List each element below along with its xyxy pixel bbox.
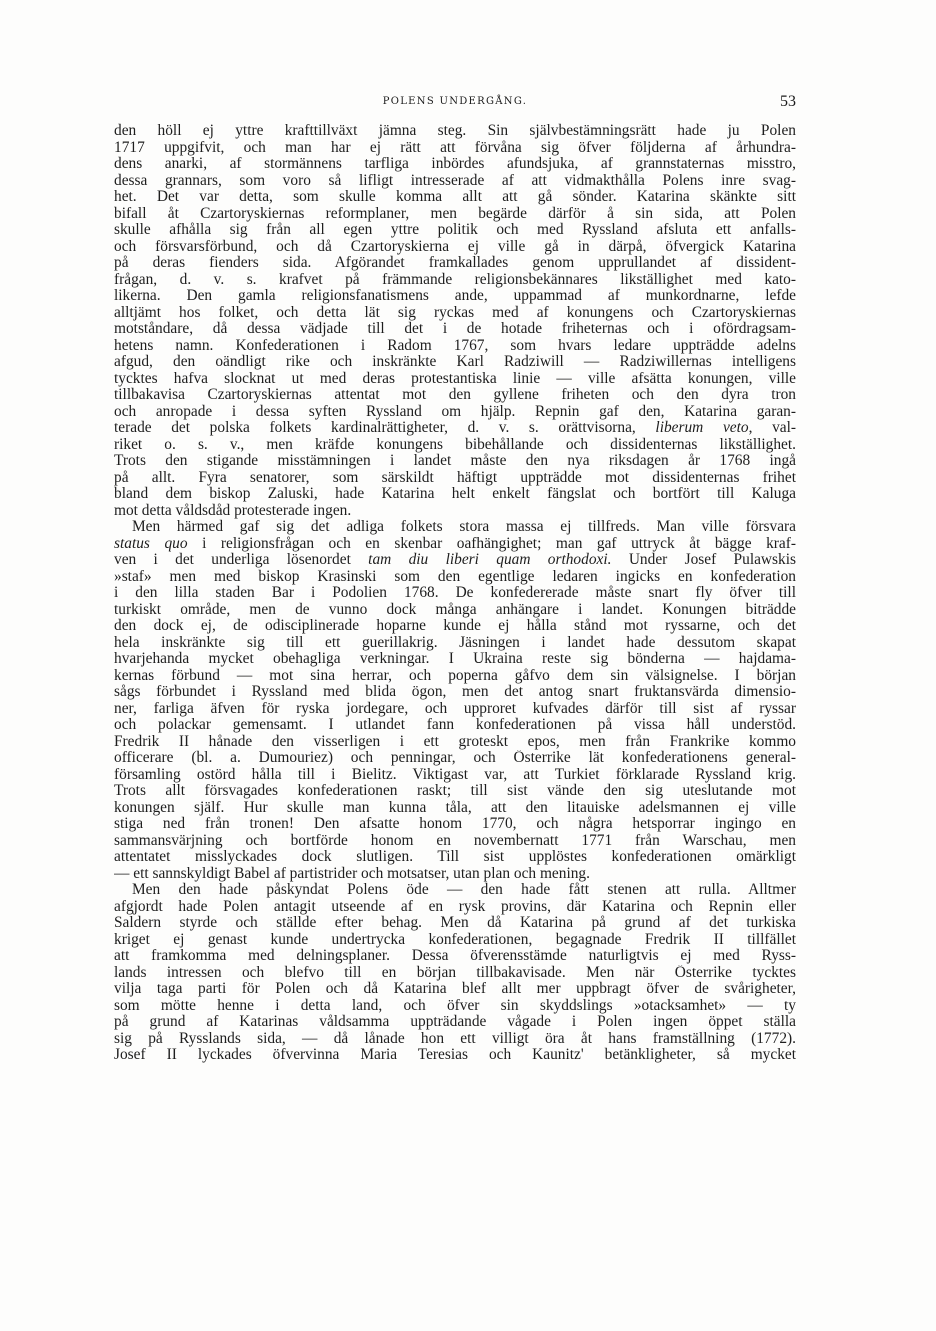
line-text: den dock ej, de odisciplinerade hoparne kunde ej hålla stånd mot ryssarne, och det xyxy=(114,618,796,634)
line-text: konungen själf. Hur skulle man kunna tåla, att den litauiske adelsmannen ej ville xyxy=(114,799,796,816)
line-text: likerna. Den gamla religionsfanatismens ande, uppammad af munkordnarne, lefde xyxy=(114,288,796,304)
line-text: Trots den stigande misstämningen i landet måste den nya riksdagen år 1768 ingå xyxy=(114,453,796,469)
text-line xyxy=(114,998,796,1015)
line-text: terade det polska folkets kardinalrättigheter, d. v. s. orättvisorna, xyxy=(114,420,656,436)
line-text: Saldern styrde och ställde efter behag. Men då Katarina på grund af det turkiska xyxy=(114,915,796,931)
text-line xyxy=(114,882,796,899)
line-text: ven i det underliga lösenordet xyxy=(114,552,369,568)
text-line xyxy=(114,404,796,421)
line-text: på allt. Fyra senatorer, som särskildt häftigt uppträdde mot dissidenternas frihet xyxy=(114,469,796,486)
line-text: den höll ej yttre krafttillväxt jämna steg. Sin självbestämningsrätt hade ju Polen xyxy=(114,123,796,139)
line-text: afgjordt hade Polen antagit utseende af en rysk provins, där Katarina och Repnin eller xyxy=(114,898,796,915)
running-title: POLENS UNDERGÅNG. xyxy=(382,96,528,107)
text-line xyxy=(114,453,796,470)
text-line xyxy=(114,255,796,272)
text-line xyxy=(114,1047,796,1064)
text-line xyxy=(114,701,796,718)
line-text: frågan, d. v. s. krafvet på främmande religionsbekännares likställighet med kato- xyxy=(114,271,796,288)
line-text: riket o. s. v., men kräfde konungens bibehållande och dissidenternas likställighet. xyxy=(114,436,796,453)
line-text: och anropade i dessa syften Ryssland om hjälp. Repnin gaf den, Katarina garan- xyxy=(114,403,796,420)
line-text: vilja taga parti för Polen och då Katarina blef allt mer uppbragt öfver de svårigheter, xyxy=(114,981,796,997)
text-line xyxy=(114,750,796,767)
text-line xyxy=(114,239,796,256)
text-line xyxy=(114,981,796,998)
line-text: Trots allt försvagades konfederationen raskt; till sist vände den sig uteslutande mot xyxy=(114,783,796,799)
text-line xyxy=(114,536,796,553)
text-line xyxy=(114,668,796,685)
italic-phrase: liberum veto xyxy=(655,420,749,436)
text-line xyxy=(114,816,796,833)
line-text: ner, farliga äfven för ryska jordegare, och upproret kufvades därför till sist af ryssar xyxy=(114,700,796,717)
text-line xyxy=(114,387,796,404)
text-line xyxy=(114,1031,796,1048)
text-line xyxy=(114,651,796,668)
text-line xyxy=(114,189,796,206)
line-text: tycktes hafva slocknat ut med deras protestantiska linie — ville afsätta konungen, ville xyxy=(114,370,796,387)
line-text: het. Det var detta, som skulle komma allt att gå sönder. Katarina skänkte sitt xyxy=(114,189,796,205)
text-line xyxy=(114,569,796,586)
line-text: i den lilla staden Bar i Podolien 1768. De konfedererade måste snart fly öfver till xyxy=(114,585,796,601)
page-number: 53 xyxy=(780,93,796,110)
line-text: alltjämt hos folket, och detta lät sig ryckas med af konungens och Czartoryskiernas xyxy=(114,304,796,321)
text-line xyxy=(114,1014,796,1031)
text-line xyxy=(114,717,796,734)
line-text: Men den hade påskyndat Polens öde — den hade fått stenen att rulla. Alltmer xyxy=(132,882,796,898)
line-text: mot detta våldsdåd protesterade ingen. xyxy=(114,502,352,519)
line-text: att framkomma med delningsplaner. Dessa öfverensstämde naturligtvis ej med Ryss- xyxy=(114,948,796,964)
text-line xyxy=(114,767,796,784)
line-text: dessa grannars, som voro så lifligt intresserade af att vidmakthålla Polens inre svag- xyxy=(114,172,796,189)
line-text: kriget ej genast kunde undertrycka konfederationen, begagnade Fredrik II tillfället xyxy=(114,931,796,948)
text-line xyxy=(114,602,796,619)
line-text: skulle afhålla sig från all egen yttre politik och med Ryssland afsluta ett anfalls- xyxy=(114,222,796,238)
text-line xyxy=(114,635,796,652)
line-text: kernas förbund — mot sina herrar, och poperna gåfvo dem sin välsignelse. I början xyxy=(114,667,796,684)
text-line xyxy=(114,173,796,190)
text-line xyxy=(114,899,796,916)
line-text: sig på Rysslands sida, — då lånade hon ett villigt öra åt hans framställning (1772). xyxy=(114,1030,796,1047)
line-text: bifall åt Czartoryskiernas reformplaner, men begärde därför å sin sida, att Polen xyxy=(114,205,796,222)
line-text: attentatet misslyckades dock slutligen. Till sist upplöstes konfederationen omärkligt xyxy=(114,849,796,865)
text-line xyxy=(114,552,796,569)
body-text xyxy=(114,123,796,1064)
line-text: turkiskt område, men de vunno dock många anhängare i landet. Konungen biträdde xyxy=(114,601,796,618)
line-text: och polackar gemensamt. I utlandet fann konfederationen på vissa håll understöd. xyxy=(114,717,796,733)
text-line xyxy=(114,288,796,305)
text-line xyxy=(114,965,796,982)
italic-phrase: status quo xyxy=(114,535,188,552)
line-text: och försvarsförbund, och då Czartoryskierna ej ville gå in därpå, öfvergick Katarina xyxy=(114,238,796,255)
text-line xyxy=(114,618,796,635)
text-line xyxy=(114,206,796,223)
text-line xyxy=(114,354,796,371)
line-text: sågs förbundet i Ryssland med blida ögon, men det antog snart fruktansvärda dimensio- xyxy=(114,684,796,700)
text-line xyxy=(114,519,796,536)
text-line xyxy=(114,585,796,602)
line-text: hetens namn. Konfederationen i Radom 1767, som hvars ledare uppträdde adelns xyxy=(114,337,796,354)
text-line xyxy=(114,470,796,487)
line-text: sammansvärjning och bortförde honom en novembernatt 1771 från Warschau, men xyxy=(114,832,796,849)
line-text: »staf» men med biskop Krasinski som den egentlige ledaren ingicks en konfederation xyxy=(114,568,796,585)
line-text: som mötte henne i detta land, och öfver sin skyddslings »otacksamhet» — ty xyxy=(114,997,796,1014)
line-text: hela inskränkte sig till ett guerillakrig. Jäsningen i landet hade dessutom skapat xyxy=(114,634,796,651)
line-text: 1717 uppgifvit, och man har ej rätt att förvåna sig öfver följderna af århundra- xyxy=(114,139,796,156)
text-line xyxy=(114,140,796,157)
line-text: officerare (bl. a. Dumouriez) och penningar, och Österrike lät konfederationens general- xyxy=(114,750,796,766)
text-line xyxy=(114,503,796,520)
line-text: i religionsfrågan och en skenbar oafhängighet; man gaf uttryck åt bägge kraf- xyxy=(187,535,796,552)
line-text: lands intressen och blefvo till en början tillbakavisade. Men när Österrike tycktes xyxy=(114,964,796,981)
text-line xyxy=(114,338,796,355)
line-text: — ett sannskyldigt Babel af partistrider och motsatser, utan plan och mening. xyxy=(114,865,590,882)
line-text: på deras fienders sida. Afgörandet framkallades genom upprullandet af dissident- xyxy=(114,255,796,271)
line-text: hvarjehanda mycket obehagliga verkningar. I Ukraina reste sig bönderna — hajdama- xyxy=(114,651,796,667)
line-text: Josef II lyckades öfvervinna Maria Teresias och Kaunitz' betänkligheter, så mycket xyxy=(114,1047,796,1063)
text-line xyxy=(114,684,796,701)
line-text: Under Josef Pulawskis xyxy=(611,552,796,568)
text-line xyxy=(114,123,796,140)
text-line xyxy=(114,783,796,800)
line-text: tillbakavisa Czartoryskiernas attentat mot den gyllene friheten och den dyra tron xyxy=(114,387,796,403)
text-line xyxy=(114,866,796,883)
text-line xyxy=(114,437,796,454)
text-line xyxy=(114,800,796,817)
text-line xyxy=(114,420,796,437)
line-text: afgud, den oändligt rike och inskränkte Karl Radziwill — Radziwillernas intelligens xyxy=(114,354,796,370)
italic-phrase: tam diu liberi quam orthodoxi. xyxy=(368,552,612,568)
text-line xyxy=(114,305,796,322)
line-text: Fredrik II hånade den visserligen i ett groteskt epos, men från Frankrike kommo xyxy=(114,733,796,750)
text-line xyxy=(114,849,796,866)
text-line xyxy=(114,371,796,388)
line-text: församling ostörd hålla till i Bielitz. Viktigast var, att Turkiet förklarade Ryssland krig. xyxy=(114,766,796,783)
text-line xyxy=(114,486,796,503)
text-line xyxy=(114,734,796,751)
line-text: Men härmed gaf sig det adliga folkets stora massa ej tillfreds. Man ville försvara xyxy=(132,519,796,535)
line-text: bland dem biskop Zaluski, hade Katarina helt enkelt fängslat och bortfört till Kaluga xyxy=(114,486,796,502)
line-text: stiga ned från tronen! Den afsatte honom 1770, och några hetsporrar ingingo en xyxy=(114,816,796,832)
line-text: , val- xyxy=(748,420,796,436)
text-line xyxy=(114,833,796,850)
text-line xyxy=(114,156,796,173)
line-text: på grund af Katarinas våldsamma uppträdande vågade i Polen ingen öppet ställa xyxy=(114,1014,796,1030)
line-text: dens anarki, af stormännens tarfliga inbördes afundsjuka, af grannstaternas misstro, xyxy=(114,156,796,172)
text-line xyxy=(114,222,796,239)
text-line xyxy=(114,932,796,949)
text-line xyxy=(114,272,796,289)
text-line xyxy=(114,915,796,932)
text-line xyxy=(114,948,796,965)
page-header xyxy=(114,93,796,116)
text-line xyxy=(114,321,796,338)
line-text: motståndare, då dessa vädjade till det i de hotade friheternas och i ofördragsam- xyxy=(114,321,796,337)
